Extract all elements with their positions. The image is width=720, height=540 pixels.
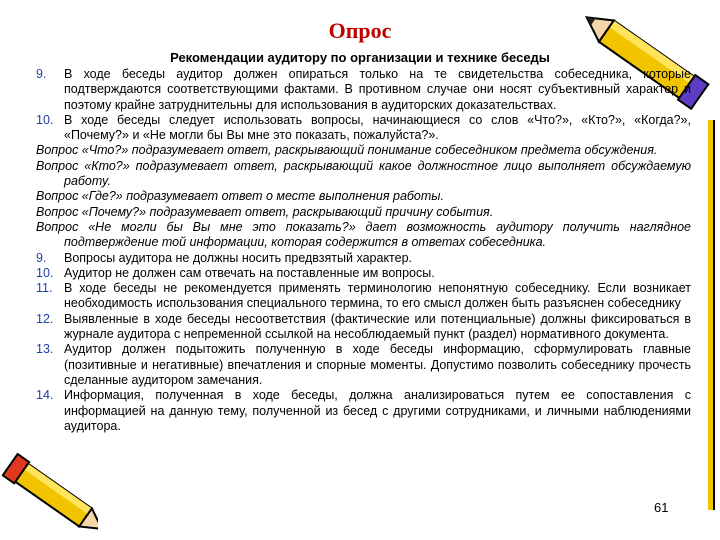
list-item-number: 10. [36,112,54,127]
list-item-number: 9. [36,250,47,265]
list-item-number: 13. [36,342,54,357]
decorative-stripe [702,120,720,510]
slide-title: Опрос [328,18,392,43]
list-item [36,251,691,266]
list-item [36,113,691,144]
list-item [36,281,691,312]
question-note: Вопрос «Кто?» подразумевает ответ, раскрывающий какое должностное лицо выполняет обсуждаемую работу. [36,158,691,189]
list-item-text: Вопросы аудитора не должны носить предвзятый характер. [64,250,413,265]
list-item [36,388,691,434]
list-item-text: Аудитор не должен сам отвечать на поставленные им вопросы. [64,265,435,280]
list-item-number: 10. [36,265,54,280]
list-item-number: 12. [36,311,54,326]
list-item-text: Выявленные в ходе беседы несоответствия (фактические или потенциальные) должны фиксироваться в журнале аудитора с непременной ссылкой на несоблюдаемый пункт (раздел) нормативного документа. [64,311,691,342]
list-item [36,312,691,343]
page-number: 61 [654,500,669,515]
question-note: Вопрос «Что?» подразумевает ответ, раскрывающий понимание собеседником предмета обсуждения. [36,143,658,158]
question-note: Вопрос «Не могли бы Вы мне это показать?» дает возможность аудитору получить наглядное подтверждение той информации, которая содержится в ответах собеседника. [36,219,691,250]
list-item-text: В ходе беседы не рекомендуется применять терминологию непонятную собеседнику. Если возникает необходимость использования специального термина, то его смысл должен быть разъяснен собеседнику [64,281,691,311]
question-note: Вопрос «Почему?» подразумевает ответ, раскрывающий причину события. [36,204,494,219]
list-item-text: Аудитор должен подытожить полученную в ходе беседы информацию, сформулировать главные (позитивные и негативные) впечатления и спорные моменты. Допустимо позволить собеседнику прочесть сделанные аудитором замечания. [64,342,691,387]
pencil-icon [2,452,98,538]
recommendations-list [36,67,691,434]
list-item-number: 11. [36,281,53,296]
list-item-text: В ходе беседы следует использовать вопросы, начинающиеся со слов «Что?», «Кто?», «Когда?», «Почему?» и «Не могли бы Вы мне это показать, пожалуйста?». [64,112,691,143]
question-note: Вопрос «Где?» подразумевает ответ о месте выполнения работы. [36,189,444,204]
list-item [36,266,691,281]
list-item [36,342,691,388]
list-item-number: 9. [36,67,47,81]
slide-subtitle: Рекомендации аудитору по организации и технике беседы [170,50,550,65]
list-item-text: Информация, полученная в ходе беседы, должна анализироваться путем ее сопоставления с информацией на данную тему, полученной из бесед с другими сотрудниками, и личными наблюдениями аудитора. [64,388,691,433]
list-item-number: 14. [36,388,54,403]
list-item-text: В ходе беседы аудитор должен опираться только на те свидетельства собеседника, которые подтверждаются соответствующими фактами. В противном случае они носят субъективный характер и поэтому крайне затруднительны для использования в аудиторских доказательствах. [64,67,691,112]
list-item [36,67,691,113]
